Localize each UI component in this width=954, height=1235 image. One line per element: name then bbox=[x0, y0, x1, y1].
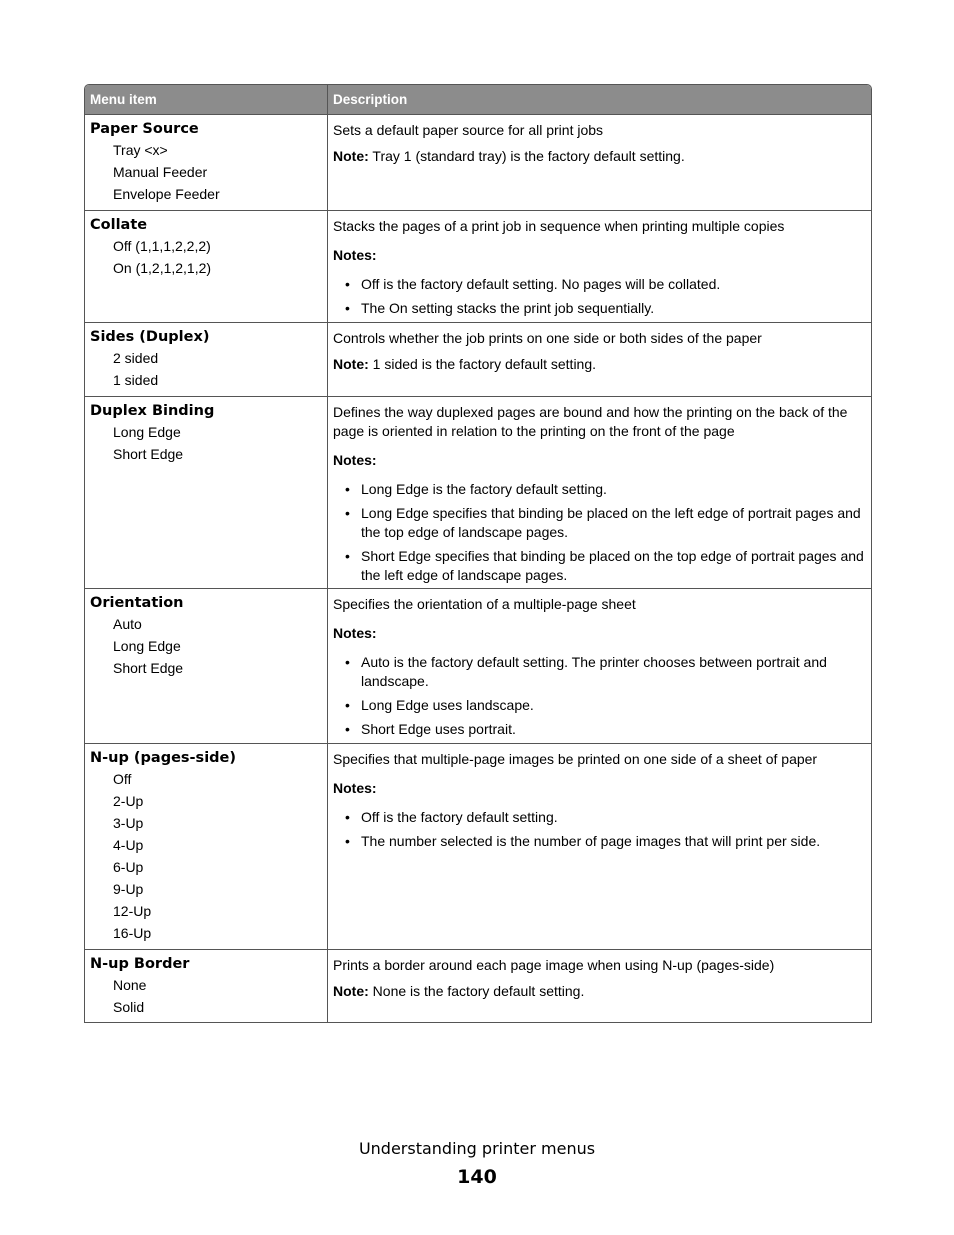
note bbox=[333, 147, 867, 166]
notes-list bbox=[333, 480, 867, 585]
description-cell bbox=[328, 589, 871, 743]
menu-option: 4-Up bbox=[113, 837, 144, 853]
note bbox=[333, 355, 867, 374]
menu-option: Envelope Feeder bbox=[113, 186, 220, 202]
menu-option: 3-Up bbox=[113, 815, 144, 831]
menu-item-cell bbox=[85, 397, 328, 588]
description-cell bbox=[328, 323, 871, 396]
menu-option: Auto bbox=[113, 616, 142, 632]
menu-option: Tray <x> bbox=[113, 142, 168, 158]
list-item: • Off is the factory default setting. No pages will be collated. bbox=[333, 275, 867, 294]
description-text: Specifies the orientation of a multiple-page sheet bbox=[333, 596, 636, 612]
table-row bbox=[85, 211, 871, 323]
menu-item-name: N-up (pages-side) bbox=[90, 750, 236, 766]
menu-option: 9-Up bbox=[113, 881, 144, 897]
header-description: Description bbox=[333, 92, 408, 107]
table-row bbox=[85, 115, 871, 211]
menu-item-cell bbox=[85, 744, 328, 949]
menu-option: 2 sided bbox=[113, 350, 159, 366]
note bbox=[333, 982, 867, 1001]
menu-item-name: Paper Source bbox=[90, 121, 199, 137]
note-text: 1 sided is the factory default setting. bbox=[368, 356, 597, 372]
list-item: • Long Edge specifies that binding be placed on the left edge of portrait pages and the top edge of landscape pages. bbox=[333, 504, 867, 542]
table-row bbox=[85, 950, 871, 1022]
menu-option: Long Edge bbox=[113, 424, 181, 440]
menu-table bbox=[84, 84, 872, 1023]
footer-section-title: Understanding printer menus bbox=[358, 1139, 596, 1158]
header-menu-item: Menu item bbox=[85, 85, 328, 114]
menu-item-name: Duplex Binding bbox=[90, 403, 215, 419]
list-item: • Long Edge uses landscape. bbox=[333, 696, 867, 715]
list-item: • Long Edge is the factory default setting. bbox=[333, 480, 867, 499]
table-row bbox=[85, 744, 871, 950]
menu-option: Short Edge bbox=[113, 660, 184, 676]
note-label: Note: bbox=[333, 148, 369, 164]
menu-option: 12-Up bbox=[113, 903, 152, 919]
description-text: Controls whether the job prints on one side or both sides of the paper bbox=[333, 330, 762, 346]
menu-item-cell bbox=[85, 115, 328, 210]
table-row bbox=[85, 323, 871, 397]
description-cell bbox=[328, 950, 871, 1022]
notes-label: Notes: bbox=[333, 247, 377, 263]
table-header bbox=[85, 85, 871, 115]
list-item: • Short Edge uses portrait. bbox=[333, 720, 867, 739]
note-label: Note: bbox=[333, 356, 369, 372]
table-row bbox=[85, 397, 871, 589]
list-item: • The number selected is the number of page images that will print per side. bbox=[333, 832, 867, 851]
description-cell bbox=[328, 744, 871, 949]
description-text: Sets a default paper source for all print jobs bbox=[333, 122, 604, 138]
menu-item-name: Collate bbox=[90, 217, 148, 233]
notes-list bbox=[333, 653, 867, 739]
menu-option: 16-Up bbox=[113, 925, 152, 941]
notes-label: Notes: bbox=[333, 780, 377, 796]
menu-option: Short Edge bbox=[113, 446, 184, 462]
notes-list bbox=[333, 808, 867, 851]
description-cell bbox=[328, 397, 871, 588]
list-item: • The On setting stacks the print job sequentially. bbox=[333, 299, 867, 318]
list-item: • Off is the factory default setting. bbox=[333, 808, 867, 827]
description-cell bbox=[328, 115, 871, 210]
menu-item-cell bbox=[85, 323, 328, 396]
menu-item-cell bbox=[85, 211, 328, 322]
list-item: • Short Edge specifies that binding be placed on the top edge of portrait pages and the left edge of landscape pages. bbox=[333, 547, 867, 585]
menu-option: Solid bbox=[113, 999, 145, 1015]
menu-item-name: N-up Border bbox=[90, 956, 190, 972]
notes-label: Notes: bbox=[333, 452, 377, 468]
page-number: 140 bbox=[457, 1166, 497, 1188]
note-label: Note: bbox=[333, 983, 369, 999]
menu-item-cell bbox=[85, 589, 328, 743]
note-text: Tray 1 (standard tray) is the factory default setting. bbox=[368, 148, 685, 164]
description-text: Specifies that multiple-page images be printed on one side of a sheet of paper bbox=[333, 751, 818, 767]
menu-option: None bbox=[113, 977, 147, 993]
menu-option: Off bbox=[113, 771, 132, 787]
menu-option: 2-Up bbox=[113, 793, 144, 809]
description-text: Prints a border around each page image when using N-up (pages-side) bbox=[333, 957, 775, 973]
description-text: Stacks the pages of a print job in sequence when printing multiple copies bbox=[333, 218, 785, 234]
menu-option: 1 sided bbox=[113, 372, 159, 388]
description-text: Defines the way duplexed pages are bound and how the printing on the back of the page is oriented in relation to the printing on the front of the page bbox=[333, 404, 848, 439]
notes-list bbox=[333, 275, 867, 318]
menu-option: Off (1,1,1,2,2,2) bbox=[113, 238, 211, 254]
menu-option: On (1,2,1,2,1,2) bbox=[113, 260, 212, 276]
description-cell bbox=[328, 211, 871, 322]
table-row bbox=[85, 589, 871, 744]
menu-option: Manual Feeder bbox=[113, 164, 208, 180]
menu-item-cell bbox=[85, 950, 328, 1022]
menu-option: Long Edge bbox=[113, 638, 181, 654]
notes-label: Notes: bbox=[333, 625, 377, 641]
menu-item-name: Sides (Duplex) bbox=[90, 329, 210, 345]
note-text: None is the factory default setting. bbox=[368, 983, 585, 999]
menu-item-name: Orientation bbox=[90, 595, 184, 611]
list-item: • Auto is the factory default setting. The printer chooses between portrait and landscape. bbox=[333, 653, 867, 691]
menu-option: 6-Up bbox=[113, 859, 144, 875]
